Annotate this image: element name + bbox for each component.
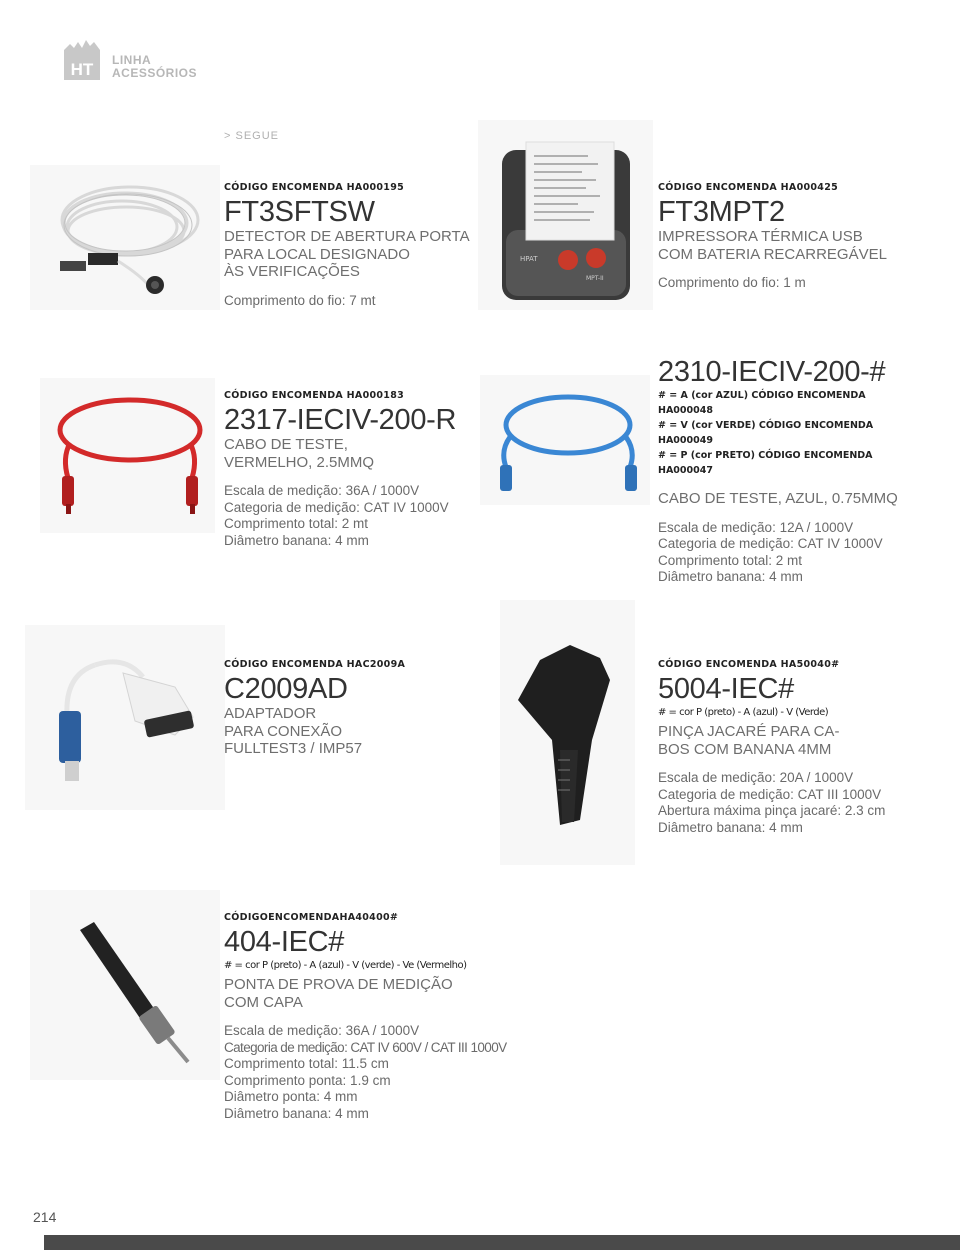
product-name: C2009AD <box>224 673 348 705</box>
product-specs: Escala de medição: 20A / 1000V Categoria de medição: CAT III 1000V Abertura máxima pinça jacaré: 2.3 cm Diâmetro banana: 4 mm <box>658 770 886 835</box>
test-probe-image <box>30 890 220 1080</box>
product-specs: Escala de medição: 12A / 1000V Categoria de medição: CAT IV 1000V Comprimento total: 2 mt Diâmetro banana: 4 mm <box>658 519 883 584</box>
product-2310-ieciv-200 <box>658 353 943 586</box>
section-title <box>112 54 197 80</box>
product-specs: Comprimento do fio: 7 mt <box>224 292 376 308</box>
svg-text:HT: HT <box>70 60 94 79</box>
variant-codes: # = cor P (preto) - A (azul) - V (verde) - Ve (Vermelho) <box>224 960 467 971</box>
continues-label: > SEGUE <box>224 130 279 142</box>
section-title-line2: ACESSÓRIOS <box>112 66 198 80</box>
order-code: CÓDIGO ENCOMENDA HA50040# <box>658 659 840 670</box>
order-code: CÓDIGO ENCOMENDA HAC2009A <box>224 659 406 670</box>
product-c2009ad <box>224 659 484 758</box>
order-code: CÓDIGO ENCOMENDA HA000425 <box>658 182 839 193</box>
product-name: 2317-IECIV-200-R <box>224 404 457 436</box>
variant-codes: # = cor P (preto) - A (azul) - V (Verde) <box>658 707 829 718</box>
product-name: FT3SFTSW <box>224 196 375 228</box>
order-code: CÓDIGO ENCOMENDA HA000195 <box>224 182 405 193</box>
variant-codes: # = A (cor AZUL) CÓDIGO ENCOMENDA HA000048 # = V (cor VERDE) CÓDIGO ENCOMENDA HA000049 # = P (cor PRETO) CÓDIGO ENCOMENDA HA000047 <box>658 390 874 476</box>
red-test-cable-image <box>40 378 215 533</box>
product-description: CABO DE TESTE, AZUL, 0.75MMQ <box>658 490 898 507</box>
svg-text:HPAT: HPAT <box>520 255 538 263</box>
product-5004-iec <box>658 659 928 836</box>
product-description: ADAPTADOR PARA CONEXÃO FULLTEST3 / IMP57 <box>224 705 363 757</box>
svg-text:MPT-II: MPT-II <box>586 275 604 282</box>
product-description: IMPRESSORA TÉRMICA USB COM BATERIA RECARREGÁVEL <box>658 228 887 263</box>
order-code: CÓDIGOENCOMENDAHA40400# <box>224 912 399 923</box>
footer-bar <box>44 1235 960 1250</box>
product-name: 2310-IECIV-200-# <box>658 356 886 388</box>
product-404-iec <box>224 912 514 1122</box>
thermal-printer-image <box>478 120 653 310</box>
order-code: CÓDIGO ENCOMENDA HA000183 <box>224 390 405 401</box>
page-number: 214 <box>33 1209 57 1225</box>
product-description: DETECTOR DE ABERTURA PORTA PARA LOCAL DESIGNADO ÀS VERIFICAÇÕES <box>224 228 470 280</box>
ht-logo-icon <box>60 36 104 80</box>
product-description: PINÇA JACARÉ PARA CA- BOS COM BANANA 4MM <box>658 723 840 758</box>
product-description: PONTA DE PROVA DE MEDIÇÃO COM CAPA <box>224 976 453 1011</box>
product-ft3sftsw <box>224 182 484 309</box>
product-description: CABO DE TESTE, VERMELHO, 2.5MMQ <box>224 436 375 471</box>
alligator-clip-image <box>500 600 635 865</box>
product-specs: Escala de medição: 36A / 1000V Categoria de medição: CAT IV 600V / CAT III 1000V Comprimento total: 11.5 cm Comprimento ponta: 1.9 cm Diâmetro ponta: 4 mm Diâmetro banana: 4 mm <box>224 1023 507 1121</box>
product-specs: Escala de medição: 36A / 1000V Categoria de medição: CAT IV 1000V Comprimento total: 2 mt Diâmetro banana: 4 mm <box>224 483 449 548</box>
usb-serial-adapter-image <box>25 625 225 810</box>
product-name: FT3MPT2 <box>658 196 785 228</box>
product-2317-ieciv-200-r <box>224 390 484 549</box>
blue-test-cable-image <box>480 375 650 505</box>
section-title-line1: LINHA <box>112 53 152 67</box>
product-specs: Comprimento do fio: 1 m <box>658 275 806 290</box>
product-name: 404-IEC# <box>224 926 345 958</box>
door-sensor-cable-image <box>30 165 220 310</box>
product-name: 5004-IEC# <box>658 673 794 705</box>
product-ft3mpt2 <box>658 182 918 292</box>
